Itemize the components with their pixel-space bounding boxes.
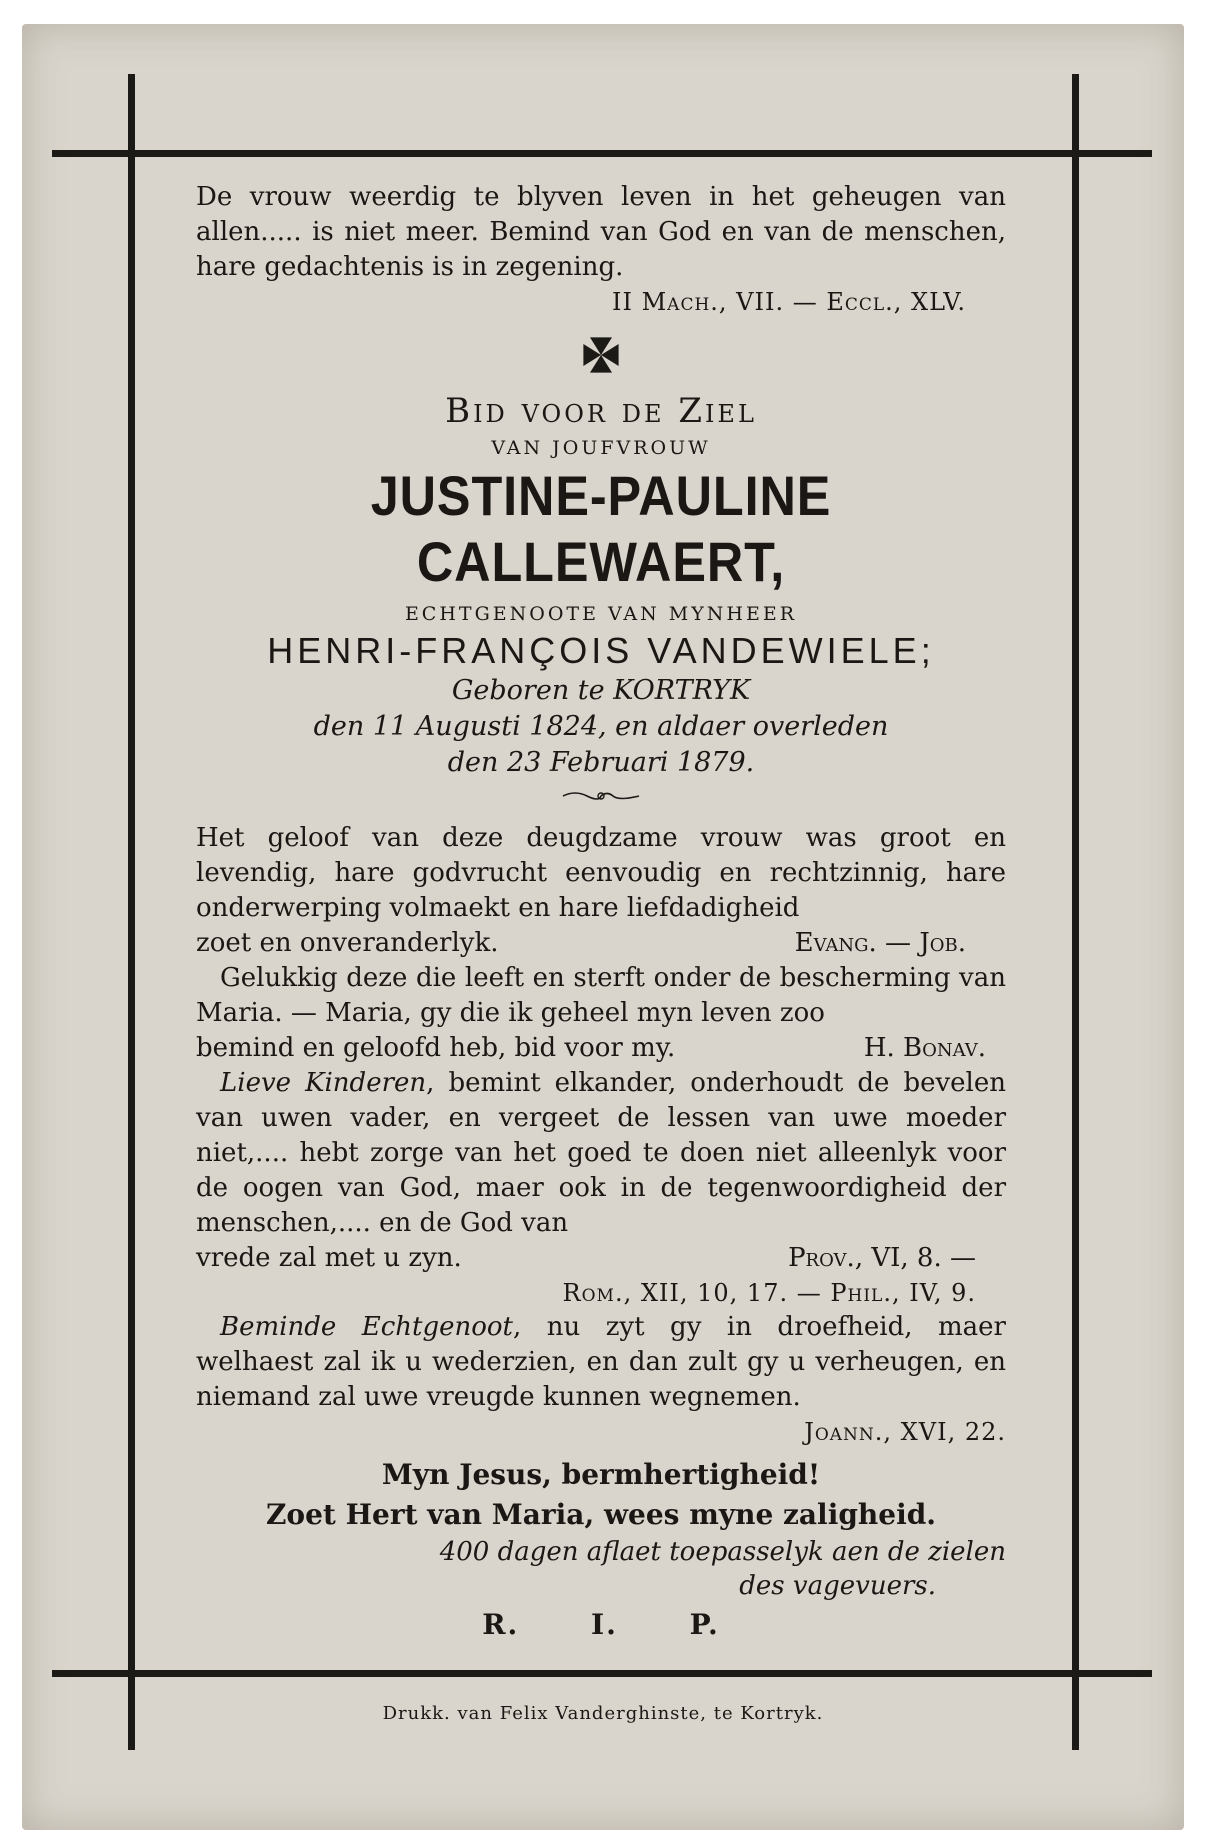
paragraph-maria: Gelukkig deze die leeft en sterft onder de bescherming van Maria. — Maria, gy die ik geheel myn leven zoo	[196, 963, 1006, 1028]
paragraph-faith-ref: Evang. — Job.	[794, 928, 966, 958]
paragraph-children-ref: Prov., VI, 8. —	[788, 1243, 976, 1273]
dates-line-1: den 11 Augusti 1824, en aldaer overleden	[313, 711, 889, 742]
card-text	[196, 180, 1006, 1647]
paragraph-maria-last: bemind en geloofd heb, bid voor my.	[196, 1033, 676, 1063]
dates-line-2: den 23 Februari 1879.	[447, 747, 755, 778]
paragraph-children-ref-2: Rom., XII, 10, 17. — Phil., IV, 9.	[562, 1279, 976, 1307]
children-lead: Lieve Kinderen	[220, 1068, 427, 1098]
right-rule	[1072, 74, 1079, 1750]
left-rule	[128, 74, 135, 1750]
epigraph-reference: II Mach., VII. — Eccl., XLV.	[612, 288, 966, 316]
spouse-lead: Beminde Echtgenoot	[220, 1312, 513, 1342]
top-rule	[52, 150, 1152, 157]
epigraph-text: De vrouw weerdig te blyven leven in het geheugen van allen..... is niet meer. Bemind van God en van de menschen, hare gedachtenis is in zegening.	[196, 182, 1006, 282]
printer-imprint: Drukk. van Felix Vanderghinste, te Kortryk.	[382, 1703, 824, 1724]
spouse-name: HENRI-FRANÇOIS VANDEWIELE;	[267, 630, 935, 671]
paragraph-spouse	[196, 1310, 1006, 1415]
paragraph-faith-end	[196, 926, 1006, 961]
prayer-maria: Zoet Hert van Maria, wees myne zaligheid.	[265, 1498, 937, 1531]
prayer-jesus: Myn Jesus, bermhertigheid!	[381, 1458, 821, 1491]
paragraph-maria-ref: H. Bonav.	[863, 1033, 986, 1063]
maltese-cross-icon	[579, 333, 623, 377]
paragraph-children-last: vrede zal met u zyn.	[196, 1243, 462, 1273]
spouse-text: , nu zyt gy in droefheid, maer welhaest zal ik u wederzien, en dan zult gy u verheugen, en niemand zal uwe vreugde kunnen wegnemen.	[196, 1312, 1006, 1412]
paragraph-children	[196, 1066, 1006, 1241]
paragraph-maria-end	[196, 1031, 1006, 1066]
indulgence-line-2: des vagevuers.	[739, 1571, 936, 1601]
paragraph-spouse-ref: Joann., XVI, 22.	[804, 1418, 1006, 1446]
spouse-intro: ECHTGENOOTE VAN MYNHEER	[404, 603, 798, 625]
deceased-name: JUSTINE-PAULINE CALLEWAERT,	[370, 464, 832, 593]
van-joufvrouw: VAN JOUFVROUW	[491, 437, 711, 459]
paragraph-faith-last: zoet en onveranderlyk.	[196, 928, 499, 958]
bottom-rule	[52, 1670, 1152, 1677]
indulgence-line-1: 400 dagen aflaet toepasselyk aen de zielen	[439, 1537, 1006, 1567]
birth-place: Geboren te KORTRYK	[451, 675, 751, 706]
bid-heading: Bid voor de Ziel	[445, 391, 757, 431]
paragraph-children-end	[196, 1241, 1006, 1276]
rip: R. I. P.	[482, 1608, 720, 1641]
paragraph-faith: Het geloof van deze deugdzame vrouw was groot en levendig, hare godvrucht eenvoudig en rechtzinnig, hare onderwerping volmaekt en hare liefdadigheid	[196, 823, 1006, 923]
flourish-divider	[561, 789, 641, 803]
children-text: , bemint elkander, onderhoudt de bevelen van uwen vader, en vergeet de lessen van uwe moeder niet,.... hebt zorge van het goed te doen niet alleenlyk voor de oogen van God, maer ook in de tegenwoordigheid der menschen,.... en de God van	[196, 1068, 1006, 1238]
